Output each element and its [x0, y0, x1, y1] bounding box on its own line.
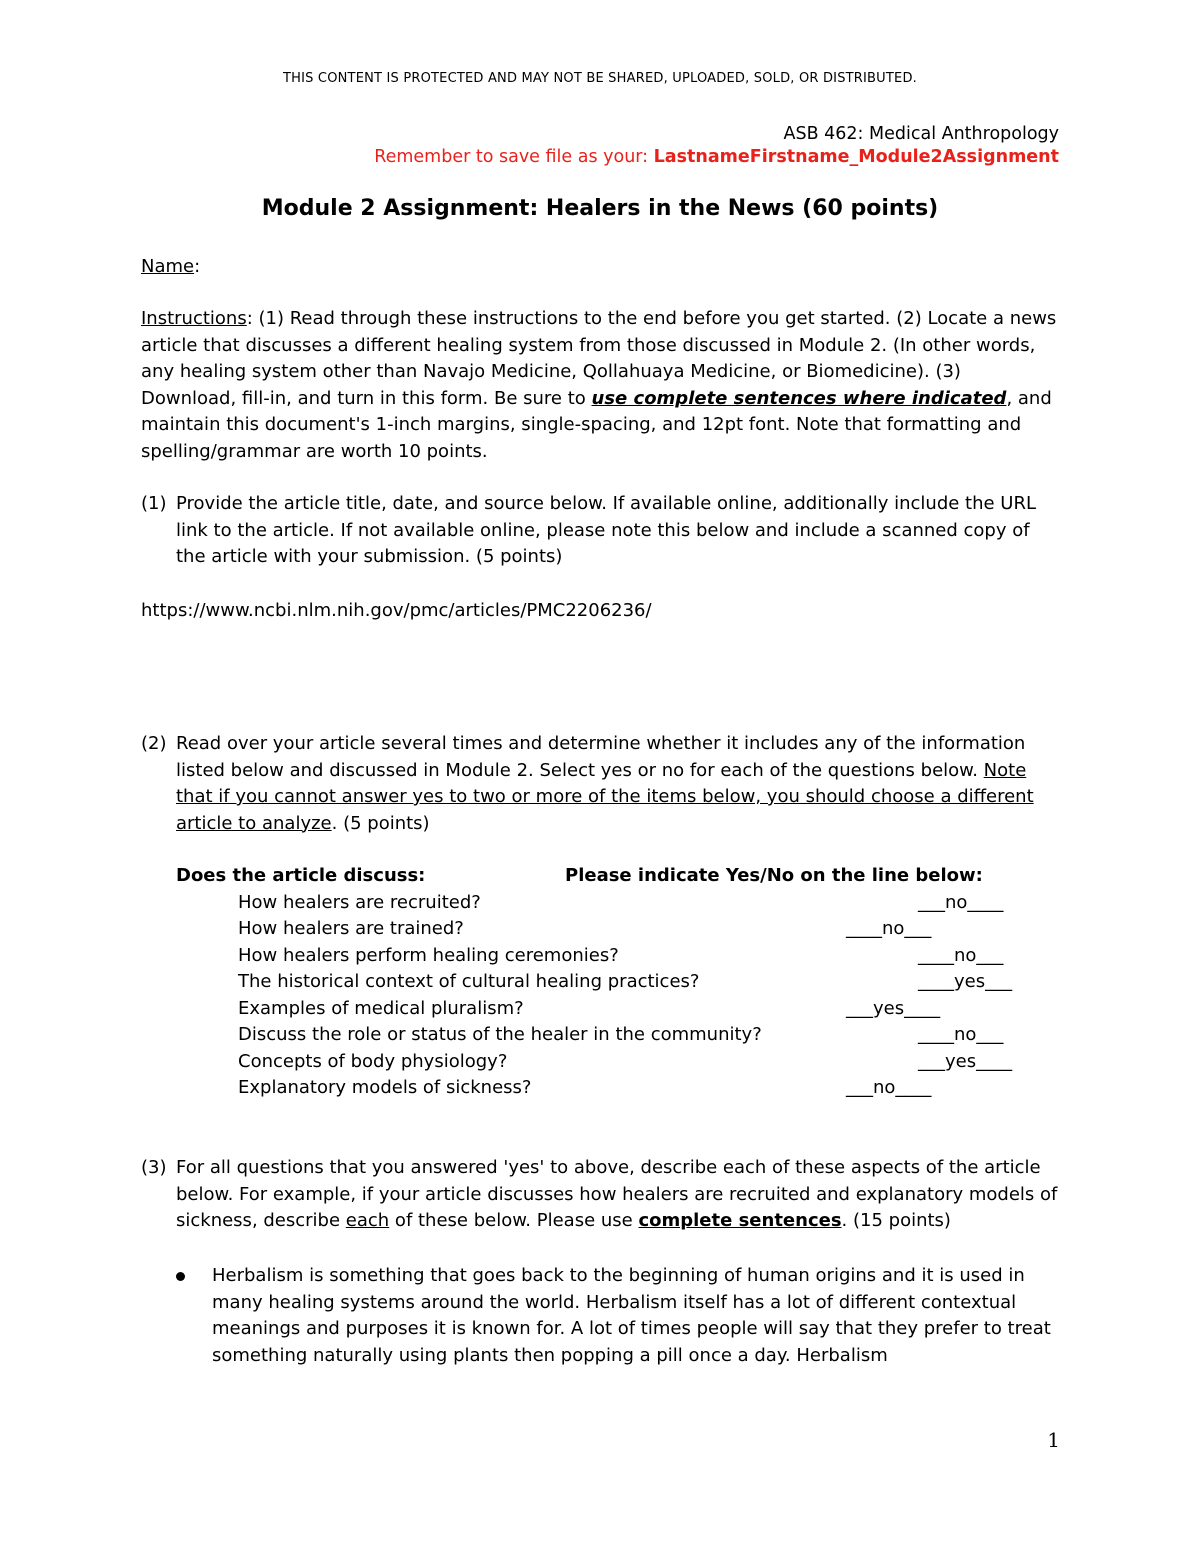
page-number: 1: [1047, 1428, 1060, 1452]
question-row: [238, 971, 1058, 998]
column-header-discuss: Does the article discuss:: [176, 865, 426, 886]
save-file-note: [374, 147, 1059, 167]
question-row: [238, 1024, 1058, 1051]
question-text: Discuss the role or status of the healer in the community?: [238, 1024, 762, 1045]
question-row: [238, 1077, 1058, 1104]
article-url: https://www.ncbi.nlm.nih.gov/pmc/articles/PMC2206236/: [141, 600, 652, 621]
section-2-number: (2): [141, 733, 167, 754]
instructions-emphasis: use complete sentences where indicated: [591, 387, 1007, 409]
section-1-number: (1): [141, 493, 167, 514]
answer-field[interactable]: ___yes____: [918, 1051, 1013, 1072]
bullet-answer-text[interactable]: Herbalism is something that goes back to the beginning of human origins and it is used in many healing systems around the world. Herbalism itself has a lot of different contextual meanings and purposes it is known for. A lot of times people will say that they prefer to treat something naturally using plants then popping a pill once a day. Herbalism: [212, 1265, 1051, 1366]
question-text: How healers are trained?: [238, 918, 464, 939]
section-3-complete-sentences: complete sentences: [638, 1210, 842, 1231]
answer-field[interactable]: ___no____: [846, 1077, 932, 1098]
answer-field[interactable]: ____yes___: [918, 971, 1013, 992]
section-2-body: Read over your article several times and determine whether it includes any of the information listed below and discussed in Module 2. Select yes or no for each of the questions below.: [176, 733, 1026, 781]
instructions-paragraph: [141, 306, 1061, 465]
column-header-yes-no: Please indicate Yes/No on the line below:: [565, 865, 983, 886]
instructions-label: Instructions: [141, 308, 247, 329]
protected-notice: THIS CONTENT IS PROTECTED AND MAY NOT BE SHARED, UPLOADED, SOLD, OR DISTRIBUTED.: [282, 71, 917, 86]
question-text: Examples of medical pluralism?: [238, 998, 524, 1019]
name-field: [141, 254, 1061, 281]
section-1: [141, 491, 1061, 571]
question-text: How healers perform healing ceremonies?: [238, 945, 619, 966]
section-3: [141, 1155, 1061, 1235]
question-row: [238, 892, 1058, 919]
section-2-tail: . (5 points): [331, 812, 430, 834]
answer-field[interactable]: ___yes____: [846, 998, 941, 1019]
section-1-text: Provide the article title, date, and source below. If available online, additionally include the URL link to the article. If not available online, please note this below and include a scanned copy of the article with your submission. (5 points): [176, 493, 1037, 567]
instructions-text-2: , and maintain this document's 1-inch margins, single-spacing, and 12pt font. Note that formatting and spelling/grammar are worth 10 points.: [141, 387, 1052, 462]
answer-field[interactable]: ____no___: [918, 1024, 1004, 1045]
bullet-icon: [176, 1272, 185, 1281]
section-2: [141, 731, 1061, 837]
section-3-each: each: [345, 1210, 390, 1231]
section-3-text: [176, 1155, 1061, 1235]
section-2-text: [176, 731, 1061, 837]
answer-field[interactable]: ____no___: [918, 945, 1004, 966]
section-3-body-b: of these below. Please use: [389, 1210, 639, 1231]
save-note-prefix: Remember to save file as your:: [374, 147, 654, 167]
question-row: [238, 1051, 1058, 1078]
assignment-title: Module 2 Assignment: Healers in the News (60 points): [261, 196, 939, 221]
answer-field[interactable]: ___no____: [918, 892, 1004, 913]
section-3-number: (3): [141, 1157, 167, 1178]
question-text: How healers are recruited?: [238, 892, 481, 913]
answer-bullet-list: [176, 1263, 1061, 1369]
question-text: The historical context of cultural healing practices?: [238, 971, 700, 992]
section-3-body-a: For all questions that you answered 'yes' to above, describe each of these aspects of the article below. For example, if your article discusses how healers are recruited and explanatory models of sickness, describe: [176, 1157, 1058, 1231]
question-text: Explanatory models of sickness?: [238, 1077, 532, 1098]
course-title: ASB 462: Medical Anthropology: [783, 124, 1059, 144]
section-2-underlined: Note that if you cannot answer yes to two or more of the items below, you should choose a different article to analyze: [176, 759, 1034, 834]
question-text: Concepts of body physiology?: [238, 1051, 508, 1072]
name-label: Name: [141, 256, 195, 277]
answer-field[interactable]: ____no___: [846, 918, 932, 939]
section-3-tail: . (15 points): [841, 1210, 951, 1231]
instructions-text-1: : (1) Read through these instructions to the end before you get started. (2) Locate a news article that discusses a different healing system from those discussed in Module 2. (In other words, any healing system other than Navajo Medicine, Qollahuaya Medicine, or Biomedicine). (3) Download, fill-in, and turn in this form. Be sure to: [141, 308, 1057, 409]
question-row: [238, 945, 1058, 972]
question-row: [238, 918, 1058, 945]
save-filename: LastnameFirstname_Module2Assignment: [653, 147, 1059, 167]
name-colon: :: [194, 256, 201, 277]
question-row: [238, 998, 1058, 1025]
